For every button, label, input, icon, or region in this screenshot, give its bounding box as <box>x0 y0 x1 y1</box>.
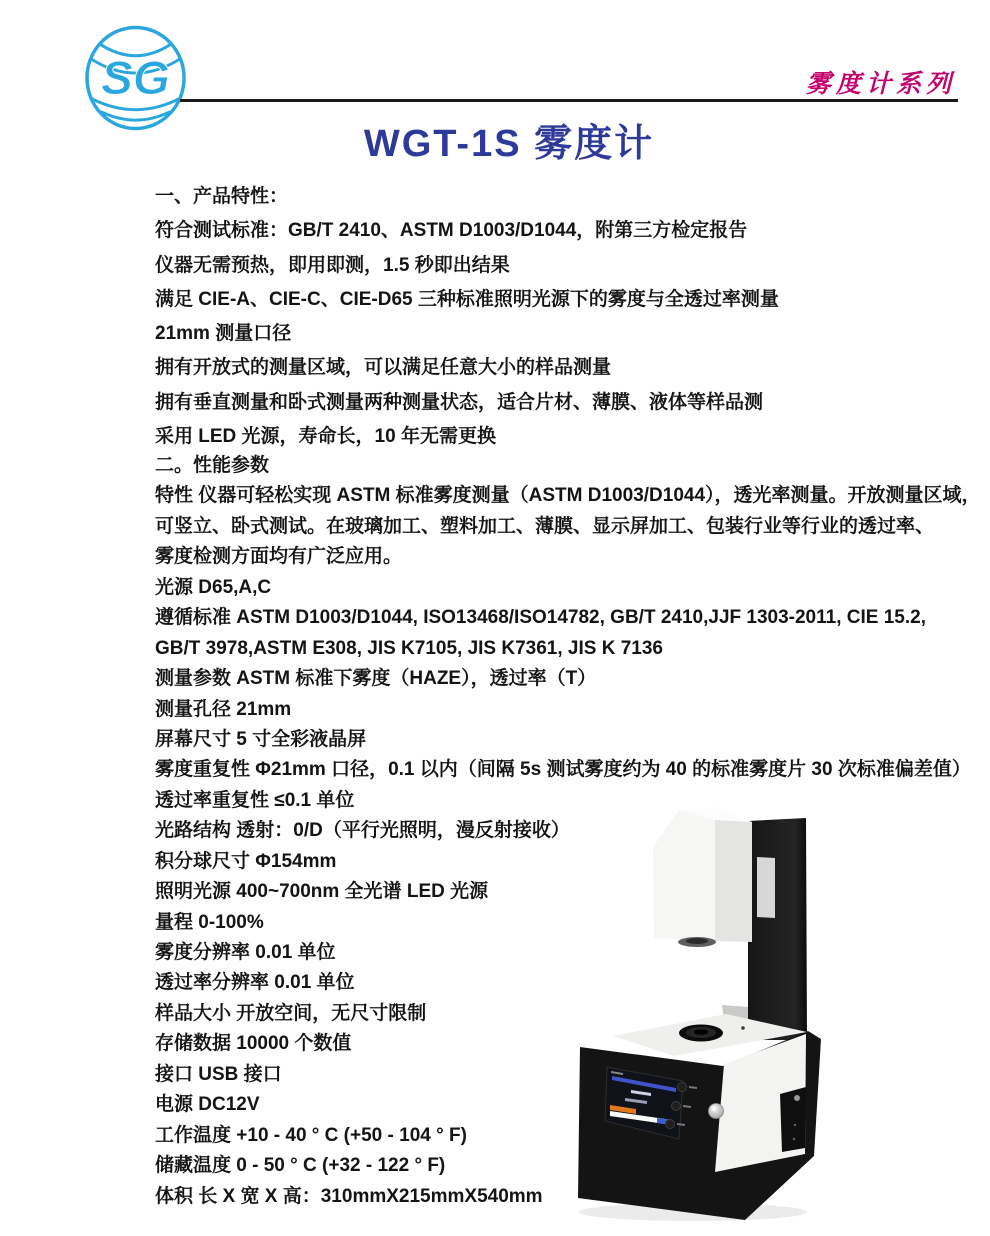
spec-line: 可竖立、卧式测试。在玻璃加工、塑料加工、薄膜、显示屏加工、包装行业等行业的透过率、 <box>155 515 935 537</box>
spec-line: 接口 USB 接口 <box>155 1063 282 1085</box>
page-title: WGT-1S 雾度计 <box>363 123 655 165</box>
feature-line: 符合测试标准：GB/T 2410、ASTM D1003/D1044，附第三方检定报告 <box>155 220 748 242</box>
spec-line: 积分球尺寸 Φ154mm <box>155 850 337 872</box>
spec-line: 储藏温度 0 - 50 ° C (+32 - 122 ° F) <box>155 1155 446 1177</box>
side-port-panel <box>780 1087 806 1152</box>
feature-line: 拥有开放式的测量区域，可以满足任意大小的样品测量 <box>155 357 612 379</box>
series-label: 雾度计系列 <box>805 70 956 98</box>
power-knob <box>709 1104 724 1119</box>
feature-line: 拥有垂直测量和卧式测量两种测量状态，适合片材、薄膜、液体等样品测 <box>155 391 764 413</box>
spec-line: 工作温度 +10 - 40 ° C (+50 - 104 ° F) <box>155 1124 467 1146</box>
spec-line: 测量孔径 21mm <box>155 698 292 720</box>
spec-line: 测量参数 ASTM 标准下雾度（HAZE），透过率（T） <box>155 668 597 690</box>
spec-line: 雾度检测方面均有广泛应用。 <box>155 546 403 568</box>
spec-line: 雾度分辨率 0.01 单位 <box>155 942 336 963</box>
section-specs <box>155 451 981 1212</box>
instrument-head <box>653 807 752 947</box>
spec-line: 屏幕尺寸 5 寸全彩液晶屏 <box>155 728 367 750</box>
spec-line: 量程 0-100% <box>155 911 264 933</box>
logo-text: SG <box>101 51 170 105</box>
spec-line: 照明光源 400~700nm 全光谱 LED 光源 <box>155 881 489 903</box>
spec-line: 透过率分辨率 0.01 单位 <box>155 972 355 994</box>
spec-line: 光源 D65,A,C <box>155 576 272 598</box>
header-rule <box>180 99 958 102</box>
spec-line: 体积 长 X 宽 X 高：310mmX215mmX540mm <box>155 1185 543 1207</box>
feature-line: 21mm 测量口径 <box>155 323 292 345</box>
spec-line: 雾度重复性 Φ21mm 口径，0.1 以内（间隔 5s 测试雾度约为 40 的标准雾度片 30 次标准偏差值） <box>155 759 971 781</box>
section-features <box>155 180 779 454</box>
feature-line: 满足 CIE-A、CIE-C、CIE-D65 三种标准照明光源下的雾度与全透过率测量 <box>155 288 779 310</box>
spec-line: 光路结构 透射：0/D（平行光照明，漫反射接收） <box>155 820 570 842</box>
feature-line: 采用 LED 光源，寿命长，10 年无需更换 <box>155 426 496 448</box>
spec-line: GB/T 3978,ASTM E308, JIS K7105, JIS K7361, JIS K 7136 <box>155 637 663 659</box>
spec-line: 电源 DC12V <box>155 1094 260 1116</box>
spec-line: 遵循标准 ASTM D1003/D1044, ISO13468/ISO14782, GB/T 2410,JJF 1303-2011, CIE 15.2, <box>155 607 926 629</box>
feature-line: 仪器无需预热，即用即测，1.5 秒即出结果 <box>155 254 510 276</box>
section2-heading: 二。性能参数 <box>155 455 270 476</box>
sample-port <box>679 1025 723 1042</box>
spec-line: 样品大小 开放空间，无尺寸限制 <box>155 1002 427 1024</box>
spec-line: 存储数据 10000 个数值 <box>155 1033 352 1055</box>
product-photo <box>575 795 825 1225</box>
spec-line: 透过率重复性 ≤0.1 单位 <box>155 789 355 811</box>
spec-line: 特性 仪器可轻松实现 ASTM 标准雾度测量（ASTM D1003/D1044），透光率测量。开放测量区域， <box>155 485 981 507</box>
section1-heading: 一、产品特性： <box>155 186 289 207</box>
